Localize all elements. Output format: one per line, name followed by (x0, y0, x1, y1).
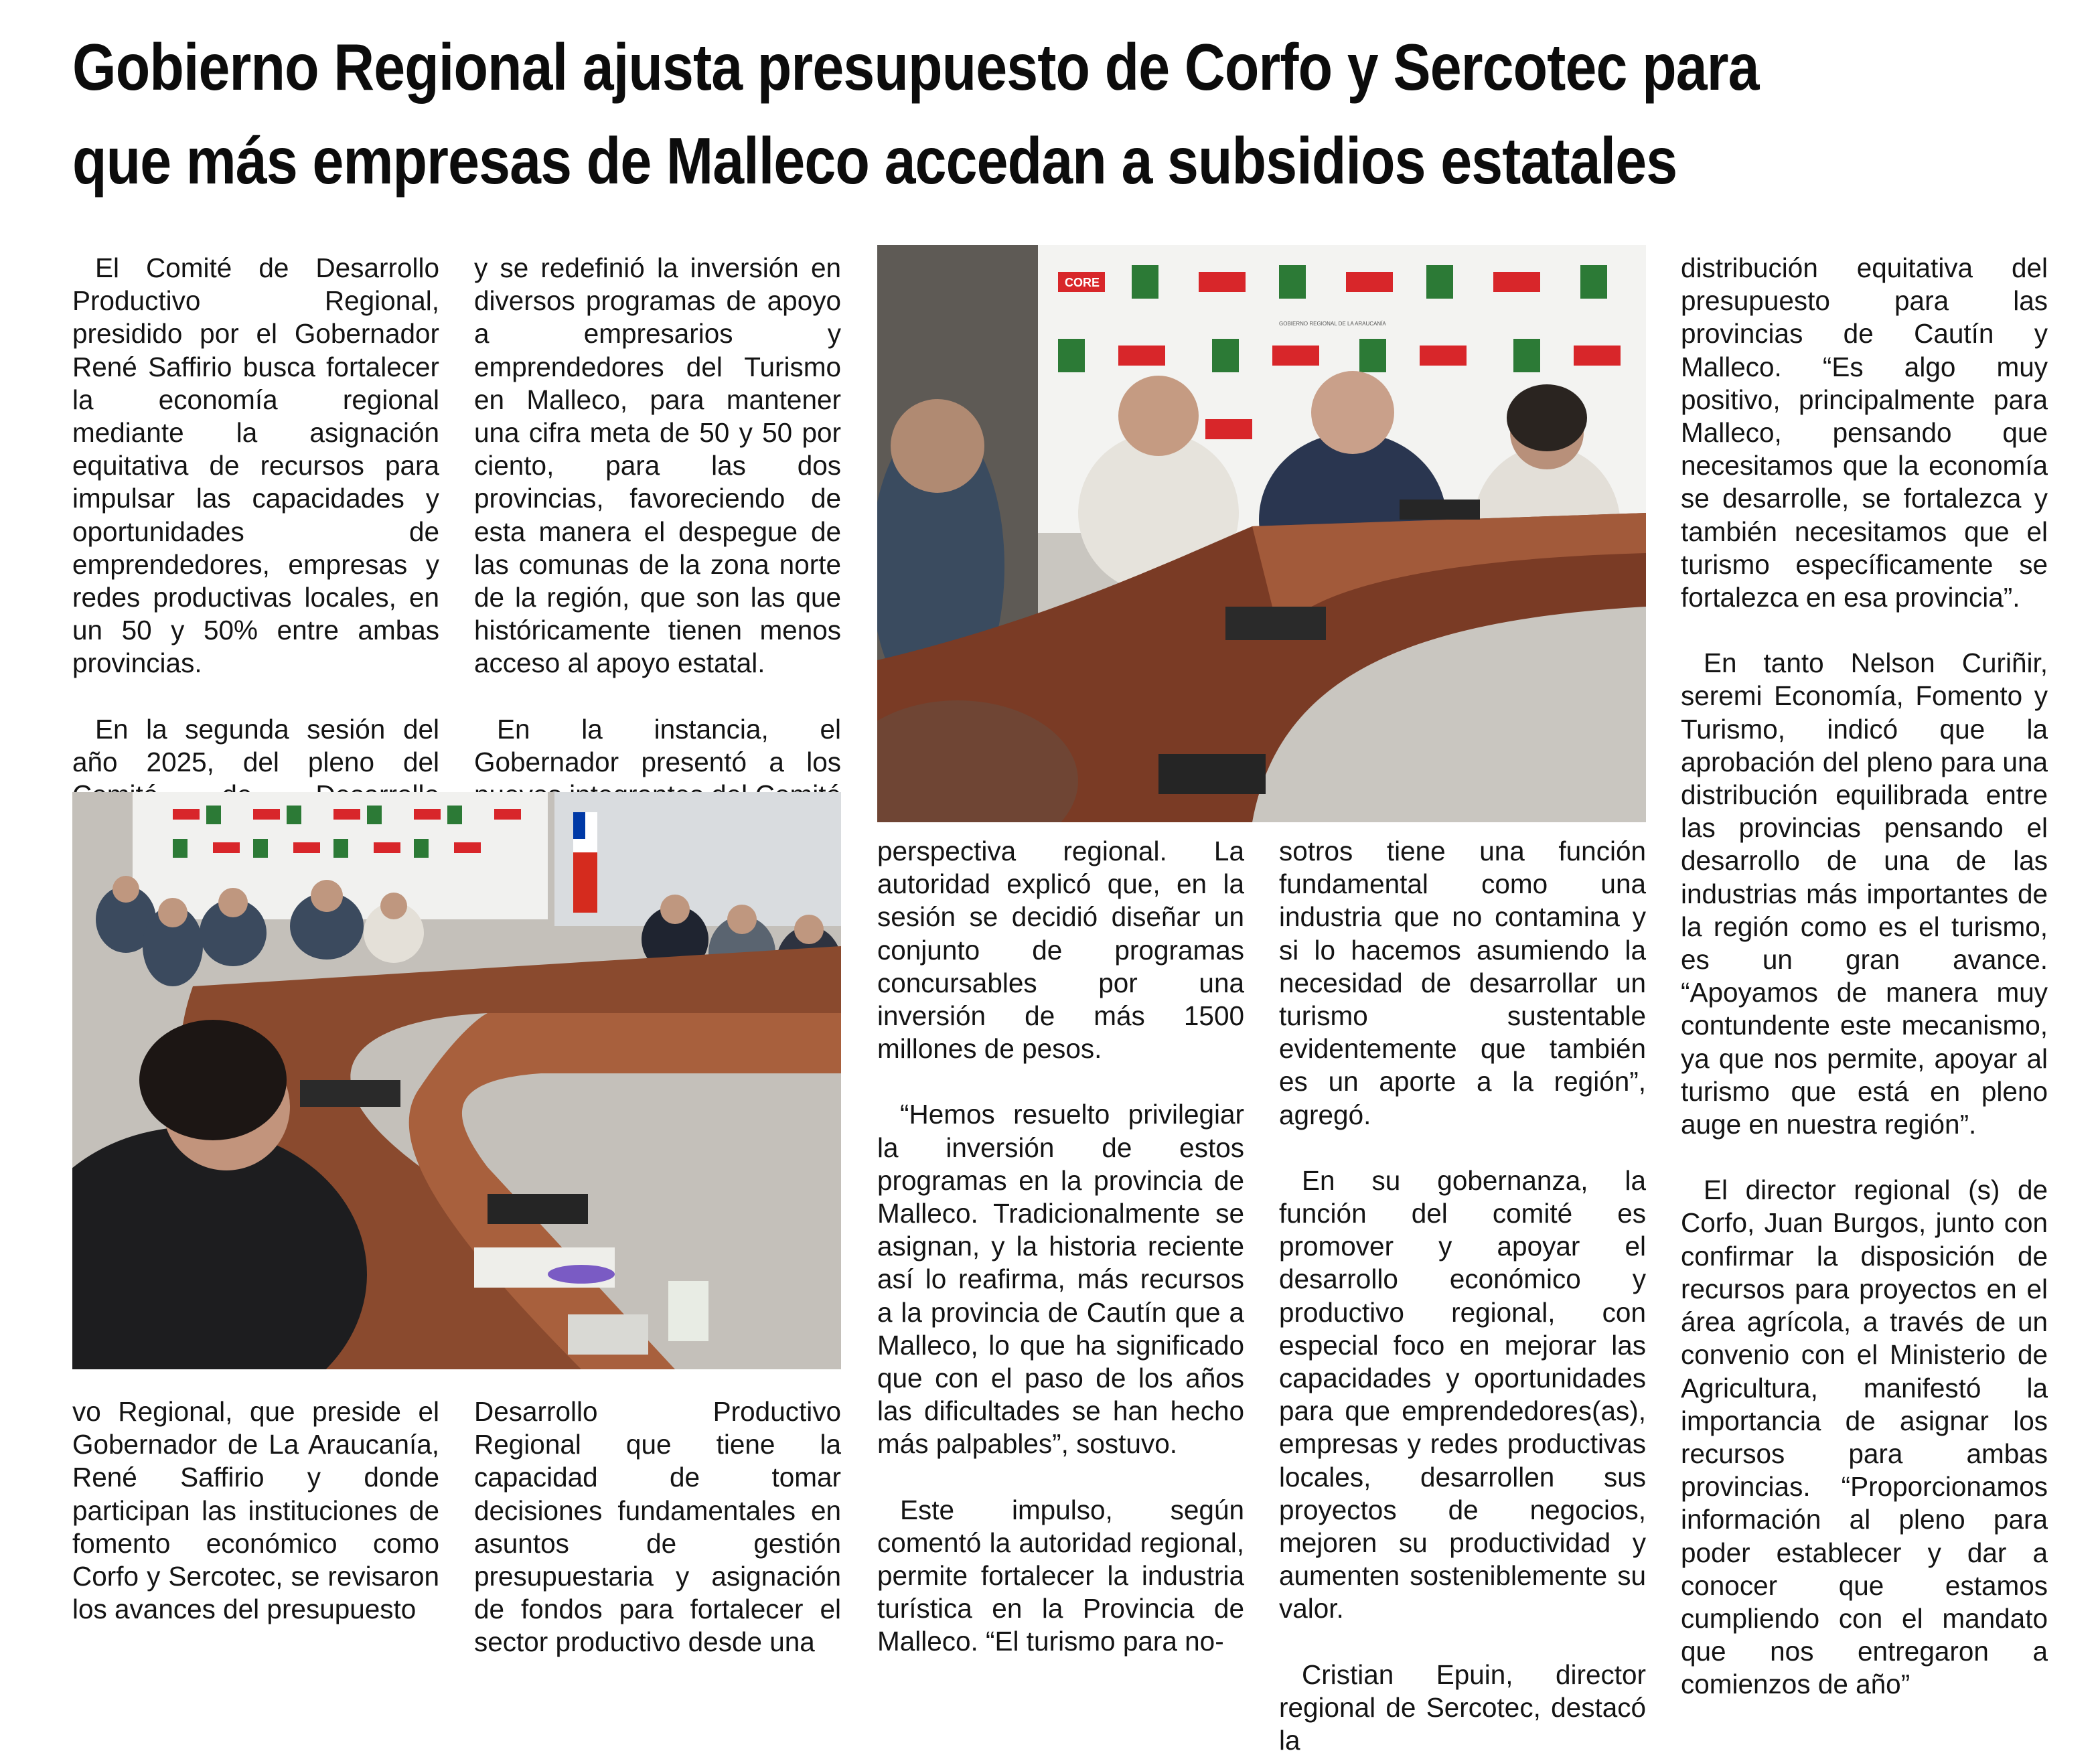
article-column-1 (72, 252, 439, 844)
article-column-2 (474, 252, 841, 844)
meeting-photo-closeup (877, 245, 1646, 822)
article-column-4 (1279, 835, 1646, 1757)
paragraph: sotros tiene una función fundamental como una industria que no contamina y si lo hacemos asumiendo la necesidad de desarrollar un turismo sustentable evidentemente que también es un aporte a la región”, agregó. (1279, 836, 1646, 1130)
paragraph: En la segunda sesión del año 2025, del pleno del (72, 713, 439, 777)
paragraph: Este impulso, según comentó la autoridad regional, permite fortalecer la industria turística en la Provincia de Malleco. “El turismo para no- (877, 1494, 1244, 1657)
article-column-5 (1681, 252, 2048, 1701)
paragraph: Desarrollo Productivo Regional que tiene la capacidad de tomar decisiones fundamentales en asuntos de gestión presupuestaria y asignación de fondos para fortalecer el sector productivo desde una (474, 1396, 841, 1658)
paragraph: “Hemos resuelto privilegiar la inversión de estos programas en la provincia de Malleco. Tradicionalmente se asignan, y la historia reciente así lo reafirma, más recursos a la provincia de Cautín que a Malleco, lo que ha significado que con el paso de los años las dificultades se han hecho más palpables”, sostuvo. (877, 1099, 1244, 1460)
headline-line-1: Gobierno Regional ajusta presupuesto de Corfo y Sercotec para (72, 30, 1759, 104)
article-column-2-continued (474, 1395, 841, 1659)
paragraph: Cristian Epuin, director regional de Sercotec, destacó la (1279, 1659, 1646, 1756)
paragraph: En tanto Nelson Curiñir, seremi Economía, Fomento y Turismo, indicó que la aprobación del pleno para una distribución equilibrada entre las provincias pensando el desarrollo de una de las industrias más importantes de la región como es el turismo, es un gran avance. “Apoyamos de manera muy contundente este mecanismo, ya que nos permite, apoyar al turismo que está en pleno auge en nuestra región”. (1681, 647, 2048, 1140)
article-headline (72, 20, 1789, 208)
paragraph: El Comité de Desarrollo Productivo Regional, presidido por el Gobernador René Saffirio busca fortalecer la economía regional mediante la asignación equitativa de recursos para impulsar las capacidades y oportunidades de emprendedores, empresas y redes productivas locales, en un 50 y 50% entre ambas provincias. (72, 252, 439, 679)
paragraph: vo Regional, que preside el Gobernador de La Araucanía, René Saffirio y donde participan las instituciones de fomento económico como Corfo y Sercotec, se revisaron los avances del presupuesto (72, 1396, 439, 1625)
article-column-1-continued (72, 1395, 439, 1626)
meeting-photo-wide (72, 792, 841, 1369)
paragraph: y se redefinió la inversión en diversos programas de apoyo a empresarios y emprendedores del Turismo en Malleco, para mantener una cifra meta de 50 y 50 por ciento, para las dos provincias, favoreciendo de esta manera el despegue de las comunas de la zona norte de la región, que son las que históricamente tienen menos acceso al apoyo estatal. (474, 252, 841, 679)
paragraph: distribución equitativa del presupuesto para las provincias de Cautín y Malleco. “Es algo muy positivo, principalmente para Malleco, pensando que necesitamos que la economía se desarrolle, se fortalezca y también necesitamos que el turismo específicamente se fortalezca en esa provincia”. (1681, 252, 2048, 613)
paragraph: En la instancia, el Gobernador presentó a los (474, 713, 841, 777)
article-column-3 (877, 835, 1244, 1659)
headline-line-2: que más empresas de Malleco accedan a subsidios estatales (72, 124, 1677, 198)
backdrop-core-label: CORE (1065, 276, 1100, 289)
paragraph: perspectiva regional. La autoridad explicó que, en la sesión se decidió diseñar un conjunto de programas concursables por una inversión de más 1500 millones de pesos. (877, 836, 1244, 1065)
paragraph: En su gobernanza, la función del comité es promover y apoyar el desarrollo económico y productivo regional, con especial foco en mejorar las capacidades y oportunidades para que emprendedores(as), empresas y redes productivas locales, desarrollen sus proyectos de negocios, mejoren su productividad y aumenten sosteniblemente su valor. (1279, 1164, 1646, 1624)
backdrop-gov-label: GOBIERNO REGIONAL DE LA ARAUCANÍA (1279, 321, 1386, 327)
paragraph: El director regional (s) de Corfo, Juan Burgos, junto con confirmar la disposición de recursos para proyectos en el área agrícola, a través de un convenio con el Ministerio de Agricultura, manifestó la importancia de asignar los recursos para ambas provincias. “Proporcionamos información al pleno para poder establecer y dar a conocer que estamos cumpliendo con el mandato que nos entregaron a comienzos de año” (1681, 1174, 2048, 1700)
